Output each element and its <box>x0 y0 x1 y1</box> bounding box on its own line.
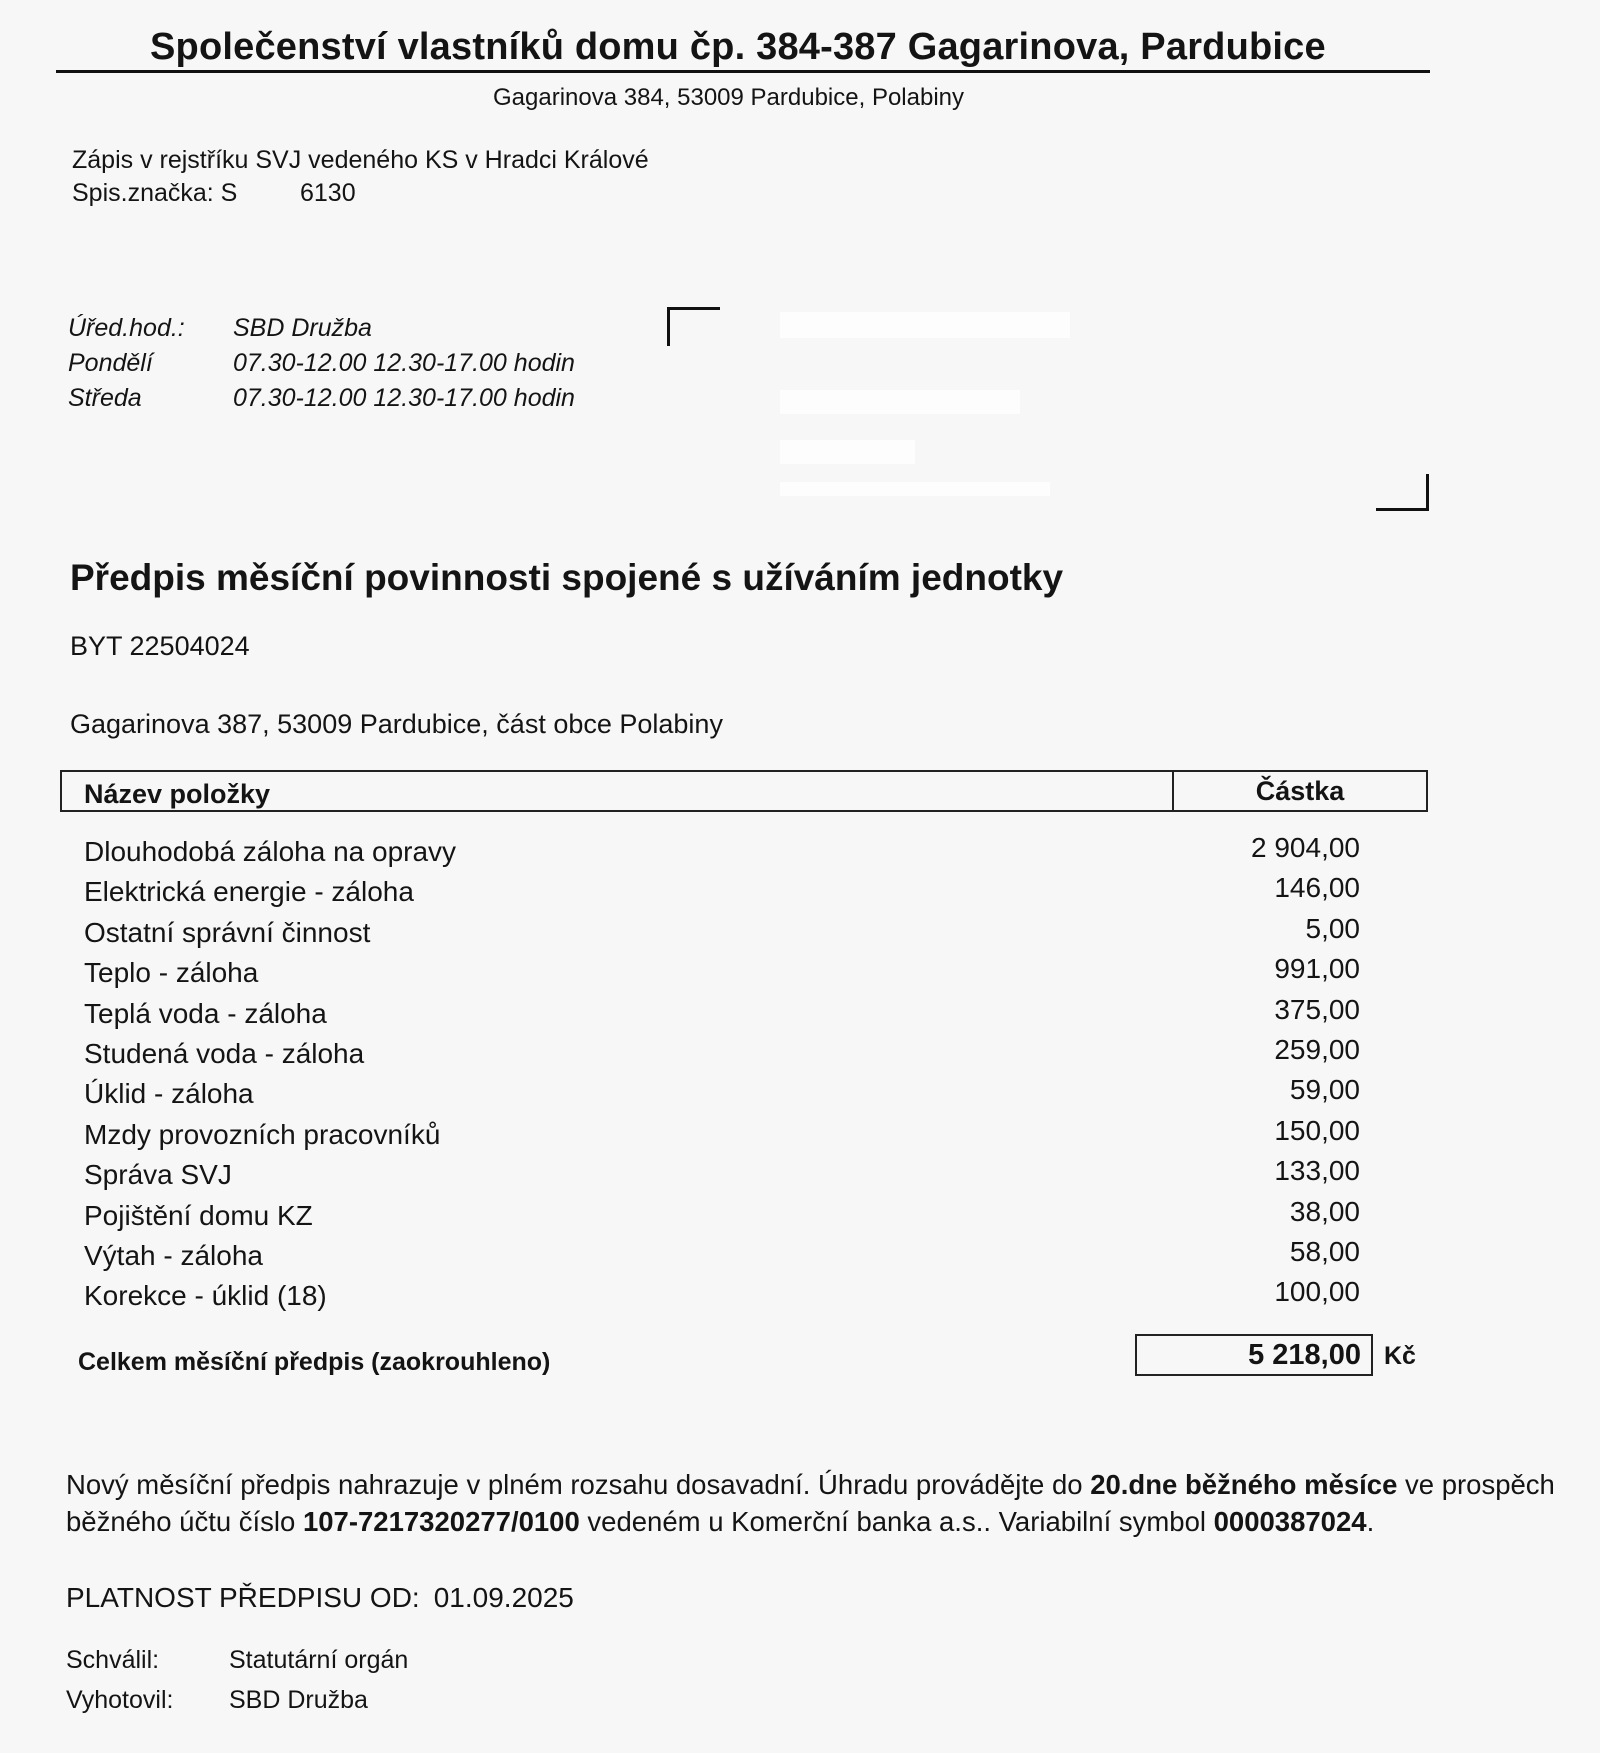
table-row <box>84 1074 1360 1118</box>
item-name: Teplá voda - záloha <box>84 997 327 1029</box>
item-amount: 133,00 <box>1274 1155 1360 1187</box>
note-text: Nový měsíční předpis nahrazuje v plném rozsahu dosavadní. Úhradu provádějte do <box>66 1469 1091 1500</box>
total-box <box>1135 1334 1373 1376</box>
item-name: Výtah - záloha <box>84 1239 263 1271</box>
item-name: Pojištění domu KZ <box>84 1199 313 1231</box>
table-row <box>84 953 1360 997</box>
table-row <box>84 1114 1360 1159</box>
office-hours-value: SBD Družba <box>233 314 372 342</box>
table-row <box>84 1195 1360 1240</box>
due-date: 20.dne běžného měsíce <box>1090 1469 1398 1500</box>
address-window-corner-top-left <box>667 307 720 346</box>
validity-date: 01.09.2025 <box>433 1582 574 1613</box>
item-amount: 5,00 <box>1305 912 1360 944</box>
organization-address: Gagarinova 384, 53009 Pardubice, Polabiny <box>493 84 964 111</box>
item-name: Ostatní správní činnost <box>84 916 371 948</box>
note-text: vedeném u Komerční banka a.s.. Variabilní symbol <box>579 1506 1214 1537</box>
redacted-address-line <box>780 440 915 464</box>
signature-value: SBD Družba <box>229 1686 368 1714</box>
redacted-address-line <box>780 482 1050 496</box>
office-hours-day: Pondělí <box>68 349 153 377</box>
item-amount: 146,00 <box>1274 872 1360 904</box>
signature-label: Vyhotovil: <box>66 1686 174 1714</box>
item-amount: 59,00 <box>1289 1074 1360 1106</box>
office-hours-time: 07.30-12.00 12.30-17.00 hodin <box>233 349 575 377</box>
office-hours-time: 07.30-12.00 12.30-17.00 hodin <box>233 384 575 412</box>
validity-label: PLATNOST PŘEDPISU OD: <box>66 1582 420 1613</box>
item-name: Elektrická energie - záloha <box>84 876 414 908</box>
table-row <box>84 1155 1360 1199</box>
items-list <box>84 832 1360 1321</box>
table-row <box>84 1235 1360 1280</box>
item-amount: 2 904,00 <box>1251 832 1360 863</box>
table-header <box>60 770 1428 812</box>
item-amount: 58,00 <box>1289 1235 1360 1267</box>
unit-id: BYT 22504024 <box>70 631 250 661</box>
signature-value: Statutární orgán <box>229 1646 409 1674</box>
variable-symbol: 0000387024 <box>1213 1506 1367 1537</box>
signature-label: Schválil: <box>66 1646 160 1674</box>
redacted-address-line <box>780 312 1070 338</box>
item-amount: 991,00 <box>1274 953 1360 985</box>
item-amount: 150,00 <box>1274 1114 1360 1146</box>
account-number: 107-7217320277/0100 <box>302 1506 580 1537</box>
registry-line: Zápis v rejstříku SVJ vedeného KS v Hradci Králové <box>72 146 649 174</box>
header-rule <box>56 70 1430 73</box>
item-amount: 375,00 <box>1274 993 1360 1025</box>
redacted-address-line <box>780 390 1020 414</box>
item-amount: 38,00 <box>1289 1195 1360 1227</box>
item-name: Mzdy provozních pracovníků <box>84 1118 441 1150</box>
item-amount: 100,00 <box>1274 1276 1360 1308</box>
total-label: Celkem měsíční předpis (zaokrouhleno) <box>78 1348 551 1376</box>
note-text: ve prospěch běžného účtu číslo <box>66 1469 1555 1537</box>
item-name: Dlouhodobá záloha na opravy <box>84 836 457 867</box>
column-header-amount: Částka <box>1255 776 1345 806</box>
table-row <box>84 1276 1360 1320</box>
total-value: 5 218,00 <box>1248 1339 1361 1371</box>
currency-label: Kč <box>1384 1342 1416 1370</box>
file-mark-number: 6130 <box>300 179 356 207</box>
organization-title: Společenství vlastníků domu čp. 384-387 Gagarinova, Pardubice <box>150 26 1326 68</box>
payment-note <box>66 1466 1586 1540</box>
office-hours-label: Úřed.hod.: <box>68 314 185 342</box>
document-title: Předpis měsíční povinnosti spojené s užíváním jednotky <box>70 557 1064 598</box>
office-hours-day: Středa <box>68 384 142 412</box>
item-amount: 259,00 <box>1274 1033 1360 1065</box>
table-row <box>84 872 1360 916</box>
table-row <box>84 832 1360 876</box>
unit-address: Gagarinova 387, 53009 Pardubice, část obce Polabiny <box>70 709 723 739</box>
item-name: Úklid - záloha <box>84 1078 254 1110</box>
table-row <box>84 1033 1360 1078</box>
note-text: . <box>1366 1506 1375 1537</box>
item-name: Teplo - záloha <box>84 957 259 989</box>
address-window-corner-bottom-right <box>1376 474 1429 511</box>
file-mark-label: Spis.značka: S <box>72 179 238 207</box>
item-name: Korekce - úklid (18) <box>84 1280 327 1312</box>
table-row <box>84 912 1360 957</box>
validity <box>66 1582 574 1614</box>
column-header-name: Název položky <box>84 779 271 809</box>
item-name: Studená voda - záloha <box>84 1037 365 1069</box>
item-name: Správa SVJ <box>84 1159 232 1191</box>
file-mark <box>72 179 356 208</box>
table-row <box>84 993 1360 1038</box>
